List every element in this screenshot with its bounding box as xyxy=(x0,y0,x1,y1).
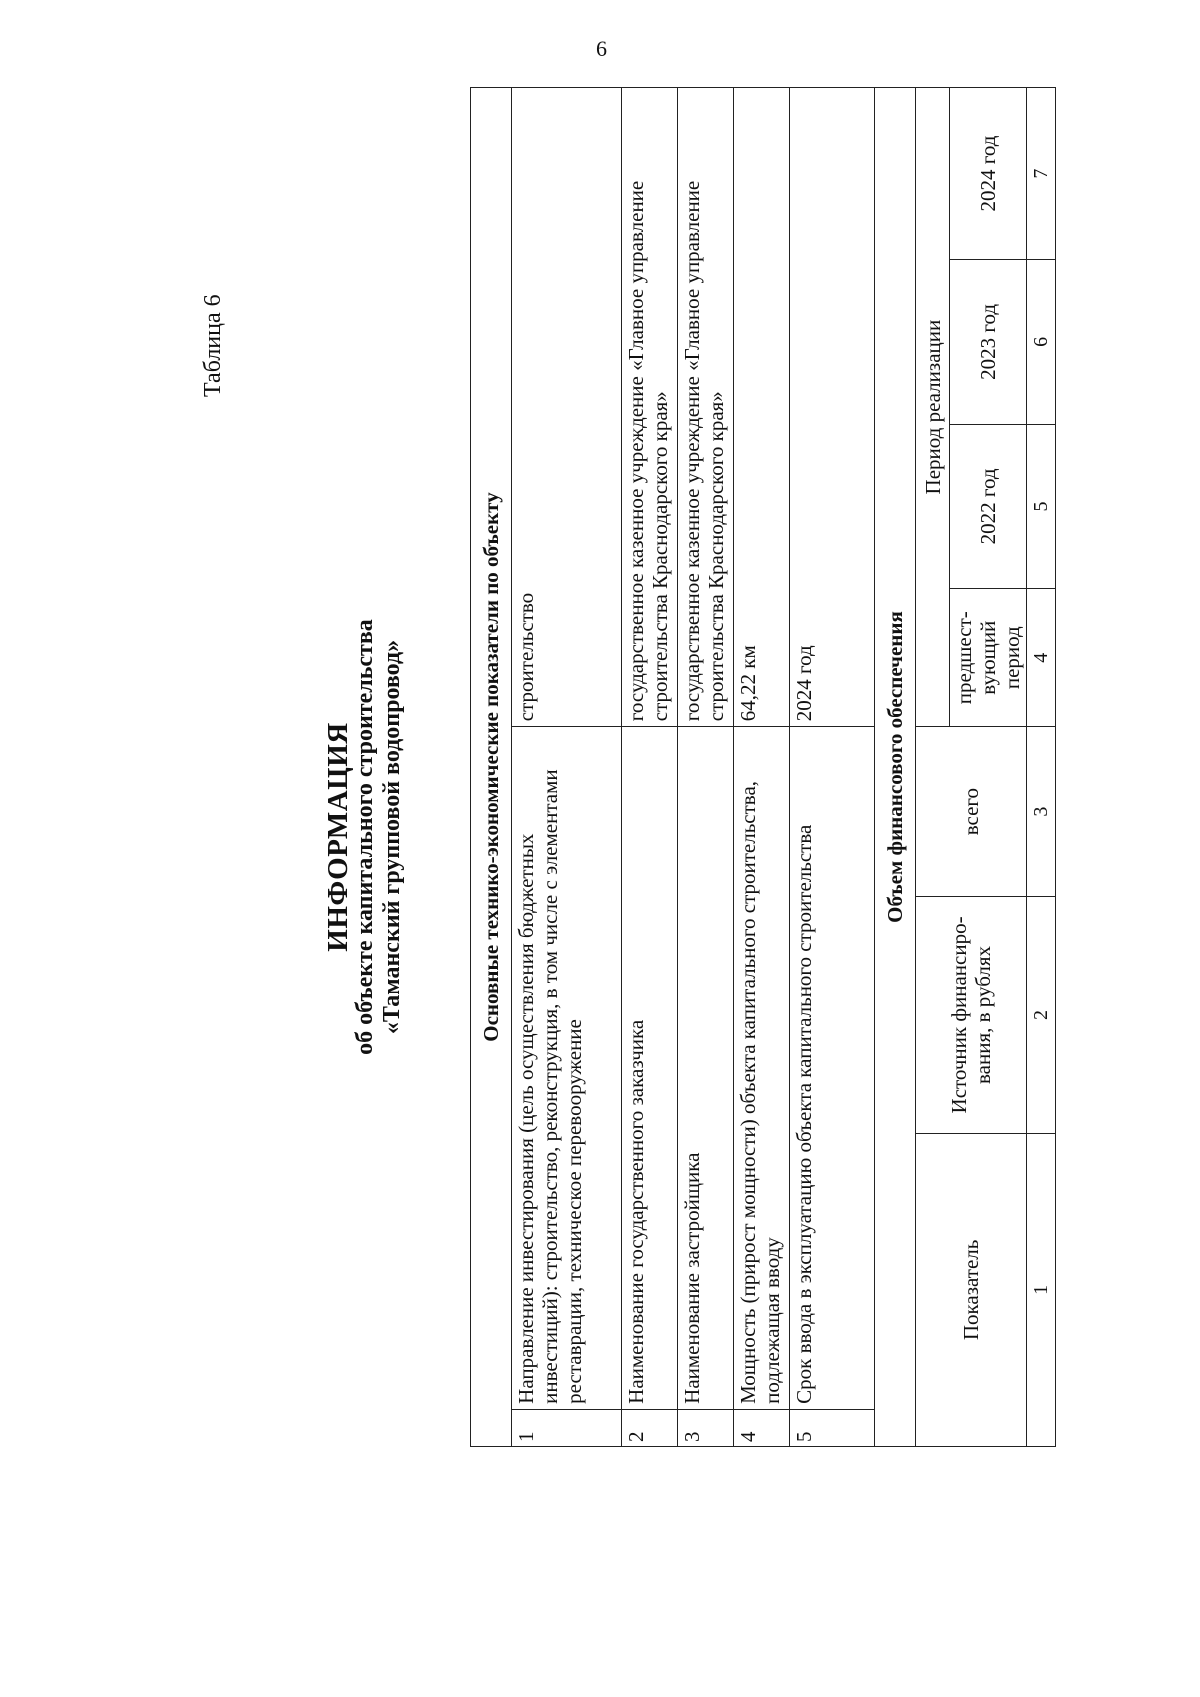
section1-header-row xyxy=(471,88,512,1447)
info-table xyxy=(470,87,1056,1447)
row-number: 3 xyxy=(678,1409,734,1446)
col-previous-period: предшест-вующий период xyxy=(950,589,1027,727)
row-value: строительство xyxy=(512,88,622,727)
table-row xyxy=(790,88,875,1447)
title-block xyxy=(322,0,406,1697)
col-2023: 2023 год xyxy=(950,260,1027,425)
row-label: Наименование государственного заказчика xyxy=(622,727,678,1410)
section2-heading: Объем финансового обеспечения xyxy=(875,88,916,1447)
page-number: 6 xyxy=(596,36,607,61)
row-value: государственное казенное учреждение «Главное управление строительства Краснодарского края» xyxy=(678,88,734,727)
title-object-line: об объекте капитального строительства xyxy=(352,619,378,1055)
rotated-page-content xyxy=(0,97,1200,1697)
row-label: Наименование застройщика xyxy=(678,727,734,1410)
table-row xyxy=(678,88,734,1447)
col-2024: 2024 год xyxy=(950,88,1027,260)
column-index: 2 xyxy=(1027,897,1056,1134)
title-object-name: «Таманский групповой водопровод» xyxy=(379,639,405,1035)
column-index: 5 xyxy=(1027,424,1056,589)
title-main: ИНФОРМАЦИЯ xyxy=(322,722,354,952)
col-source: Источник финансиро-вания, в рублях xyxy=(916,897,1027,1134)
section2-header-row xyxy=(875,88,916,1447)
row-value: 2024 год xyxy=(790,88,875,727)
section1-heading: Основные технико-экономические показатели по объекту xyxy=(471,88,512,1447)
table-row xyxy=(622,88,678,1447)
row-label: Направление инвестирования (цель осуществления бюджетных инвестиций): строительство, реконструкция, в том числе с элементами реставрации, техническое перевооружение xyxy=(512,727,622,1410)
row-label: Мощность (прирост мощности) объекта капитального строительства, подлежащая вводу xyxy=(734,727,790,1410)
row-label: Срок ввода в эксплуатацию объекта капитального строительства xyxy=(790,727,875,1410)
column-index: 7 xyxy=(1027,88,1056,260)
column-index: 3 xyxy=(1027,727,1056,897)
row-value: государственное казенное учреждение «Главное управление строительства Краснодарского края» xyxy=(622,88,678,727)
row-number: 4 xyxy=(734,1409,790,1446)
col-total: всего xyxy=(916,727,1027,897)
column-index: 1 xyxy=(1027,1133,1056,1446)
period-header: Период реализации xyxy=(916,88,950,727)
row-value: 64,22 км xyxy=(734,88,790,727)
row-number: 5 xyxy=(790,1409,875,1446)
table-row xyxy=(512,88,622,1447)
table-label: Таблица 6 xyxy=(200,294,226,397)
table-row xyxy=(734,88,790,1447)
row-number: 1 xyxy=(512,1409,622,1446)
column-index: 6 xyxy=(1027,260,1056,425)
row-number: 2 xyxy=(622,1409,678,1446)
col-indicator: Показатель xyxy=(916,1133,1027,1446)
finance-header-row xyxy=(916,88,950,1447)
column-index-row xyxy=(1027,88,1056,1447)
col-2022: 2022 год xyxy=(950,424,1027,589)
column-index: 4 xyxy=(1027,589,1056,727)
